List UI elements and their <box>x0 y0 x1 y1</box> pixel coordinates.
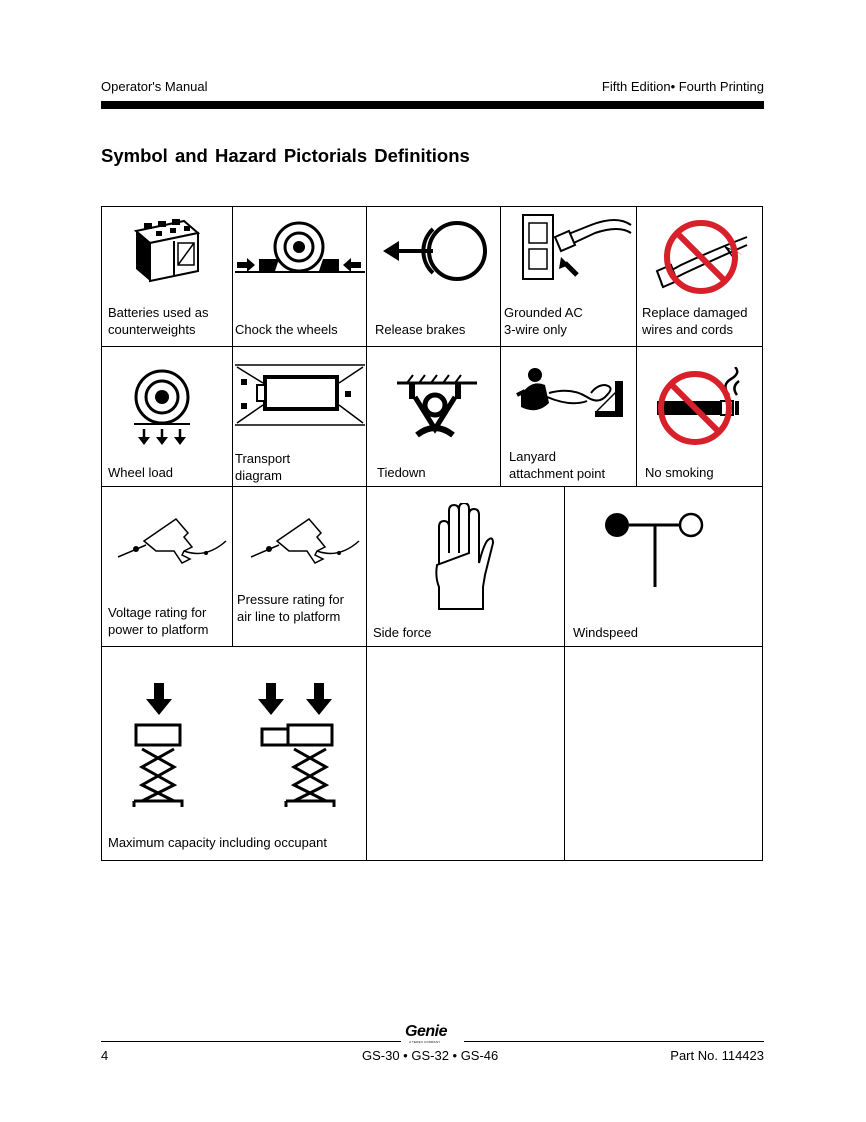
symbol-cell-voltage <box>101 486 233 647</box>
symbol-cell-chock <box>232 206 367 347</box>
symbol-caption: Release brakes <box>375 322 466 337</box>
symbol-cell-replace-wires <box>636 206 763 347</box>
symbol-cell-max-capacity <box>101 646 367 861</box>
genie-logo: Genie <box>405 1023 447 1040</box>
symbol-caption: Lanyard attachment point <box>509 449 606 481</box>
symbol-cell-lanyard <box>500 346 637 487</box>
header-rule <box>101 101 764 109</box>
symbol-cell-pressure <box>232 486 367 647</box>
max-capacity-icon <box>130 683 340 807</box>
symbol-cell-tiedown <box>366 346 501 487</box>
symbol-cell-batteries <box>101 206 233 347</box>
symbol-cell-side-force <box>366 486 565 647</box>
transport-diagram-icon <box>235 361 365 431</box>
symbol-caption: Grounded AC 3-wire only <box>504 305 583 337</box>
symbol-caption: Pressure rating for air line to platform <box>237 592 344 624</box>
symbol-caption: Tiedown <box>377 465 426 480</box>
release-brakes-icon <box>381 219 491 285</box>
symbol-cell-release-brakes <box>366 206 501 347</box>
header-edition: Fifth Edition• Fourth Printing <box>601 79 764 94</box>
symbol-cell-windspeed <box>564 486 763 647</box>
no-damaged-wire-icon <box>651 215 751 295</box>
symbol-caption: Chock the wheels <box>235 322 338 337</box>
voltage-tool-icon <box>116 511 228 567</box>
chock-wheels-icon <box>235 215 365 279</box>
symbol-cell-no-smoking <box>636 346 763 487</box>
symbol-caption: Transport diagram <box>235 451 291 483</box>
symbol-caption: No smoking <box>645 465 714 480</box>
empty-cell <box>366 646 565 861</box>
symbol-caption: Replace damaged wires and cords <box>642 305 748 337</box>
symbol-caption: Windspeed <box>573 625 639 640</box>
footer-rule-right <box>464 1041 764 1042</box>
symbol-caption: Wheel load <box>108 465 174 480</box>
header-manual-title: Operator's Manual <box>101 79 208 94</box>
symbol-cell-grounded <box>500 206 637 347</box>
page-number: 4 <box>101 1048 109 1063</box>
empty-cell <box>564 646 763 861</box>
tiedown-icon <box>395 373 479 443</box>
no-smoking-icon <box>651 367 751 447</box>
symbol-caption: Maximum capacity including occupant <box>108 835 327 850</box>
symbol-cell-wheel-load <box>101 346 233 487</box>
footer-rule-left <box>101 1041 401 1042</box>
genie-logo-tagline: A TEREX COMPANY <box>409 1040 441 1044</box>
symbol-caption: Voltage rating for power to platform <box>108 605 209 637</box>
pressure-tool-icon <box>249 511 361 567</box>
part-number: Part No. 114423 <box>670 1048 764 1063</box>
lanyard-icon <box>511 367 627 423</box>
grounded-plug-icon <box>521 211 633 287</box>
symbol-cell-transport <box>232 346 367 487</box>
page-title: Symbol and Hazard Pictorials Definitions <box>101 145 470 166</box>
model-numbers: GS-30 • GS-32 • GS-46 <box>362 1048 499 1063</box>
symbol-caption: Side force <box>373 625 432 640</box>
wheel-load-icon <box>132 367 196 451</box>
battery-icon <box>126 213 208 285</box>
symbol-caption: Batteries used as counterweights <box>108 305 209 337</box>
windspeed-icon <box>603 511 707 591</box>
hand-icon <box>431 503 495 615</box>
